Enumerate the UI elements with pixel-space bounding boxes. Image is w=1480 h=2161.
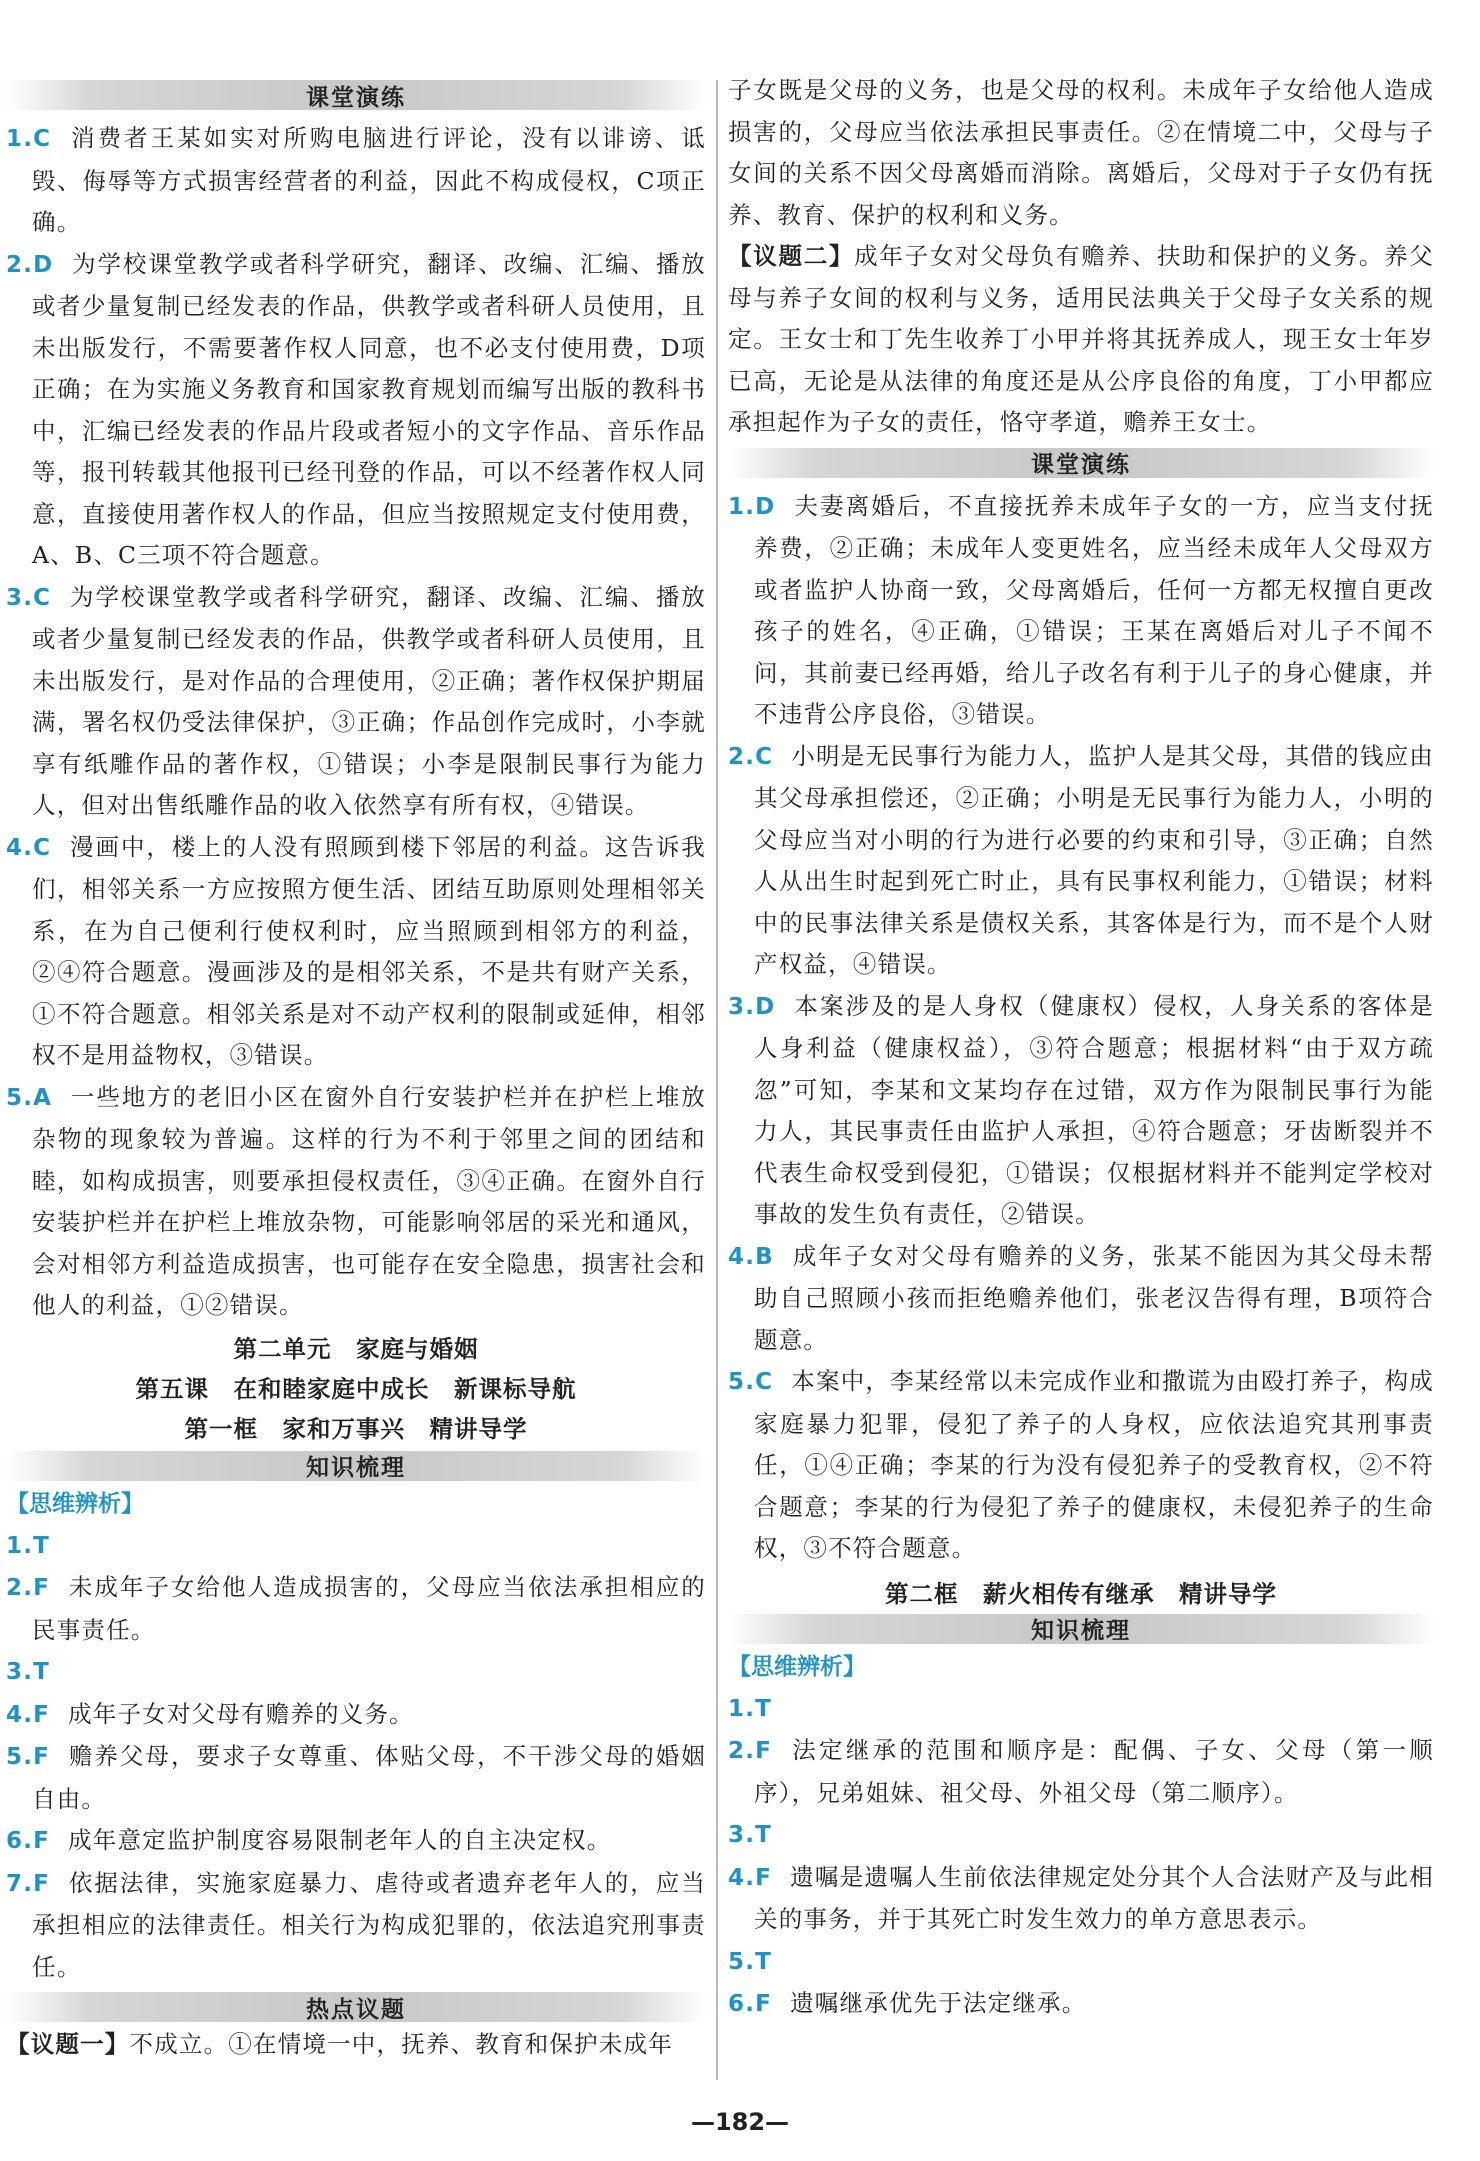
answer-item <box>728 1361 1434 1570</box>
answer-number: 5.T <box>728 1948 773 1975</box>
judge-list <box>6 1525 706 1989</box>
column-divider <box>716 80 718 2080</box>
answer-number: 5.F <box>6 1744 51 1770</box>
topic-two <box>728 236 1434 444</box>
answer-item <box>728 1688 1434 1731</box>
answer-number: 2.F <box>6 1575 51 1601</box>
answer-text: 夫妻离婚后，不直接抚养未成年子女的一方，应当支付抚养费，②正确；未成年人变更姓名，应当经未成年人父母双方或者监护人协商一致，父母离婚后，任何一方都无权擅自更改孩子的姓名，④正确，①错误；王某在离婚后对儿子不闻不问，其前妻已经再婚，给儿子改名有利于儿子的身心健康，并不违背公序良俗，③错误。 <box>754 491 1434 728</box>
unit-heading: 第二单元 家庭与婚姻 <box>233 1334 479 1363</box>
answer-number: 3.C <box>6 584 52 611</box>
think-tag-right: 【思维辨析】 <box>728 1653 866 1680</box>
answer-number: 6.F <box>728 1991 773 2017</box>
answer-number: 6.F <box>6 1828 51 1854</box>
answer-text: 遗嘱继承优先于法定继承。 <box>790 1989 1087 2017</box>
answer-text: 法定继承的范围和顺序是：配偶、子女、父母（第一顺序），兄弟姐妹、祖父母、外祖父母（第二顺序）。 <box>754 1736 1434 1807</box>
answer-text: 本案中，李某经常以未完成作业和撒谎为由殴打养子，构成家庭暴力犯罪，侵犯了养子的人身权，应依法追究其刑事责任，①④正确；李某的行为没有侵犯养子的受教育权，②不符合题意；李某的行为侵犯了养子的健康权，未侵犯养子的生命权，③不符合题意。 <box>754 1367 1434 1562</box>
answer-number: 3.D <box>728 993 776 1020</box>
section-band-hot-topic: 热点议题 <box>6 1992 706 2022</box>
answer-item <box>6 577 706 827</box>
judge-list-right <box>728 1688 1434 2026</box>
think-tag: 【思维辨析】 <box>6 1490 144 1517</box>
answer-text: 消费者王某如实对所购电脑进行评论，没有以诽谤、诋毁、侮辱等方式损害经营者的利益，因此不构成侵权，C项正确。 <box>32 124 706 236</box>
section-band-practice-right: 课堂演练 <box>728 448 1434 478</box>
answer-item <box>728 1814 1434 1857</box>
left-column <box>6 80 706 2066</box>
answer-text: 为学校课堂教学或者科学研究，翻译、改编、汇编、播放或者少量复制已经发表的作品，供教学或者科研人员使用，且未出版发行，不需要著作权人同意，也不必支付使用费，D项正确；在为实施义务教育和国家教育规划而编写出版的教科书中，汇编已经发表的作品片段或者短小的文字作品、音乐作品等，报刊转载其他报刊已经刊登的作品，可以不经著作权人同意，直接使用著作权人的作品，但应当按照规定支付使用费，A、B、C三项不符合题意。 <box>32 249 706 569</box>
answer-item <box>6 1651 706 1694</box>
answer-number: 2.F <box>728 1738 773 1764</box>
topic-one-text: 不成立。①在情境一中，抚养、教育和保护未成年 <box>129 2030 673 2058</box>
answer-number: 7.F <box>6 1870 51 1897</box>
answer-text: 遗嘱是遗嘱人生前依法律规定处分其个人合法财产及与此相关的事务，并于其死亡时发生效力的单方意思表示。 <box>754 1862 1434 1933</box>
answer-number: 1.T <box>6 1532 51 1559</box>
answer-item <box>6 1736 706 1820</box>
topic-one-tag: 【议题一】 <box>6 2030 130 2058</box>
answer-item <box>6 1525 706 1568</box>
answer-item <box>6 118 706 244</box>
answer-number: 4.C <box>6 834 52 861</box>
answer-number: 2.D <box>6 251 54 278</box>
frame-heading: 第一框 家和万事兴 精讲导学 <box>184 1414 528 1443</box>
topic-two-text: 成年子女对父母负有赡养、扶助和保护的义务。养父母与养子女间的权利与义务，适用民法典关于父母子女关系的规定。王女士和丁先生收养丁小甲并将其抚养成人，现王女士年岁已高，无论是从法律的角度还是从公序良俗的角度，丁小甲都应承担起作为子女的责任，恪守孝道，赡养王女士。 <box>728 242 1434 436</box>
answer-text: 成年意定监护制度容易限制老年人的自主决定权。 <box>68 1826 612 1854</box>
answer-number: 2.C <box>728 743 774 770</box>
answer-item <box>728 1730 1434 1814</box>
answer-number: 1.T <box>728 1695 773 1722</box>
answer-item <box>728 1983 1434 2026</box>
answer-text: 未成年子女给他人造成损害的，父母应当依法承担相应的民事责任。 <box>32 1573 706 1644</box>
answer-text: 依据法律，实施家庭暴力、虐待或者遗弃老年人的，应当承担相应的法律责任。相关行为构成犯罪的，依法追究刑事责任。 <box>32 1868 706 1981</box>
answer-number: 5.C <box>728 1369 774 1395</box>
answer-item <box>728 736 1434 986</box>
answer-text: 为学校课堂教学或者科学研究，翻译、改编、汇编、播放或者少量复制已经发表的作品，供教学或者科研人员使用，且未出版发行，是对作品的合理使用，②正确；著作权保护期届满，署名权仍受法律保护，③正确；作品创作完成时，小李就享有纸雕作品的著作权，①错误；小李是限制民事行为能力人，但对出售纸雕作品的收入依然享有所有权，④错误。 <box>32 582 706 819</box>
answer-number: 3.T <box>6 1659 51 1685</box>
answer-number: 4.B <box>728 1243 774 1270</box>
lesson-heading: 第五课 在和睦家庭中成长 新课标导航 <box>135 1374 577 1403</box>
answer-number: 4.F <box>6 1701 51 1728</box>
topic-one-continued: 子女既是父母的义务，也是父母的权利。未成年子女给他人造成损害的，父母应当依法承担民事责任。②在情境二中，父母与子女间的关系不因父母离婚而消除。离婚后，父母对于子女仍有抚养、教育、保护的权利和义务。 <box>728 76 1434 229</box>
answer-text: 本案涉及的是人身权（健康权）侵权，人身关系的客体是人身利益（健康权益），③符合题意；根据材料“由于双方疏忽”可知，李某和文某均存在过错，双方作为限制民事行为能力人，其民事责任由监护人承担，④符合题意；牙齿断裂并不代表生命权受到侵犯，①错误；仅根据材料并不能判定学校对事故的发生负有责任，②错误。 <box>754 991 1434 1228</box>
answer-item <box>728 1941 1434 1984</box>
answer-text: 漫画中，楼上的人没有照顾到楼下邻居的利益。这告诉我们，相邻关系一方应按照方便生活、团结互助原则处理相邻关系，在为自己便利行使权利时，应当照顾到相邻方的利益，②④符合题意。漫画涉及的是相邻关系，不是共有财产关系，①不符合题意。相邻关系是对不动产权利的限制或延伸，相邻权不是用益物权，③错误。 <box>32 832 706 1069</box>
answer-number: 5.A <box>6 1084 53 1111</box>
answer-number: 1.D <box>728 493 776 520</box>
answer-item <box>6 1694 706 1737</box>
answer-item <box>728 1857 1434 1941</box>
frame-heading-right: 第二框 薪火相传有继承 精讲导学 <box>885 1579 1277 1608</box>
answer-item <box>6 1820 706 1863</box>
answer-item <box>6 827 706 1077</box>
answer-item <box>728 486 1434 736</box>
page-number: —182— <box>690 2108 790 2136</box>
answer-text: 小明是无民事行为能力人，监护人是其父母，其借的钱应由其父母承担偿还，②正确；小明是无民事行为能力人，小明的父母应当对小明的行为进行必要的约束和引导，③正确；自然人从出生时起到死亡时止，具有民事权利能力，①错误；材料中的民事法律关系是债权关系，其客体是行为，而不是个人财产权益，④错误。 <box>754 741 1434 978</box>
answer-text: 赡养父母，要求子女尊重、体贴父母，不干涉父母的婚姻自由。 <box>32 1742 706 1813</box>
right-column <box>728 76 1434 2026</box>
topic-one <box>6 2024 706 2066</box>
answer-item <box>728 1236 1434 1362</box>
answer-item <box>6 1863 706 1989</box>
topic-two-tag: 【议题二】 <box>728 242 855 270</box>
practice-list <box>6 118 706 1327</box>
answer-number: 1.C <box>6 126 52 152</box>
practice-list-right <box>728 486 1434 1570</box>
answer-text: 成年子女对父母有赡养的义务。 <box>68 1699 414 1728</box>
answer-text: 一些地方的老旧小区在窗外自行安装护栏并在护栏上堆放杂物的现象较为普遍。这样的行为不利于邻里之间的团结和睦，如构成损害，则要承担侵权责任，③④正确。在窗外自行安装护栏并在护栏上堆放杂物，可能影响邻居的采光和通风，会对相邻方利益造成损害，也可能存在安全隐患，损害社会和他人的利益，①②错误。 <box>32 1082 706 1319</box>
answer-item <box>728 986 1434 1236</box>
section-band-knowledge: 知识梳理 <box>6 1451 706 1481</box>
section-band-practice: 课堂演练 <box>6 80 706 110</box>
answer-item <box>6 244 706 577</box>
answer-text: 成年子女对父母有赡养的义务，张某不能因为其父母未帮助自己照顾小孩而拒绝赡养他们，张老汉告得有理，B项符合题意。 <box>754 1241 1434 1354</box>
answer-item <box>6 1567 706 1651</box>
answer-number: 4.F <box>728 1864 773 1891</box>
answer-number: 3.T <box>728 1822 773 1848</box>
answer-item <box>6 1077 706 1327</box>
section-band-knowledge-right: 知识梳理 <box>728 1614 1434 1644</box>
